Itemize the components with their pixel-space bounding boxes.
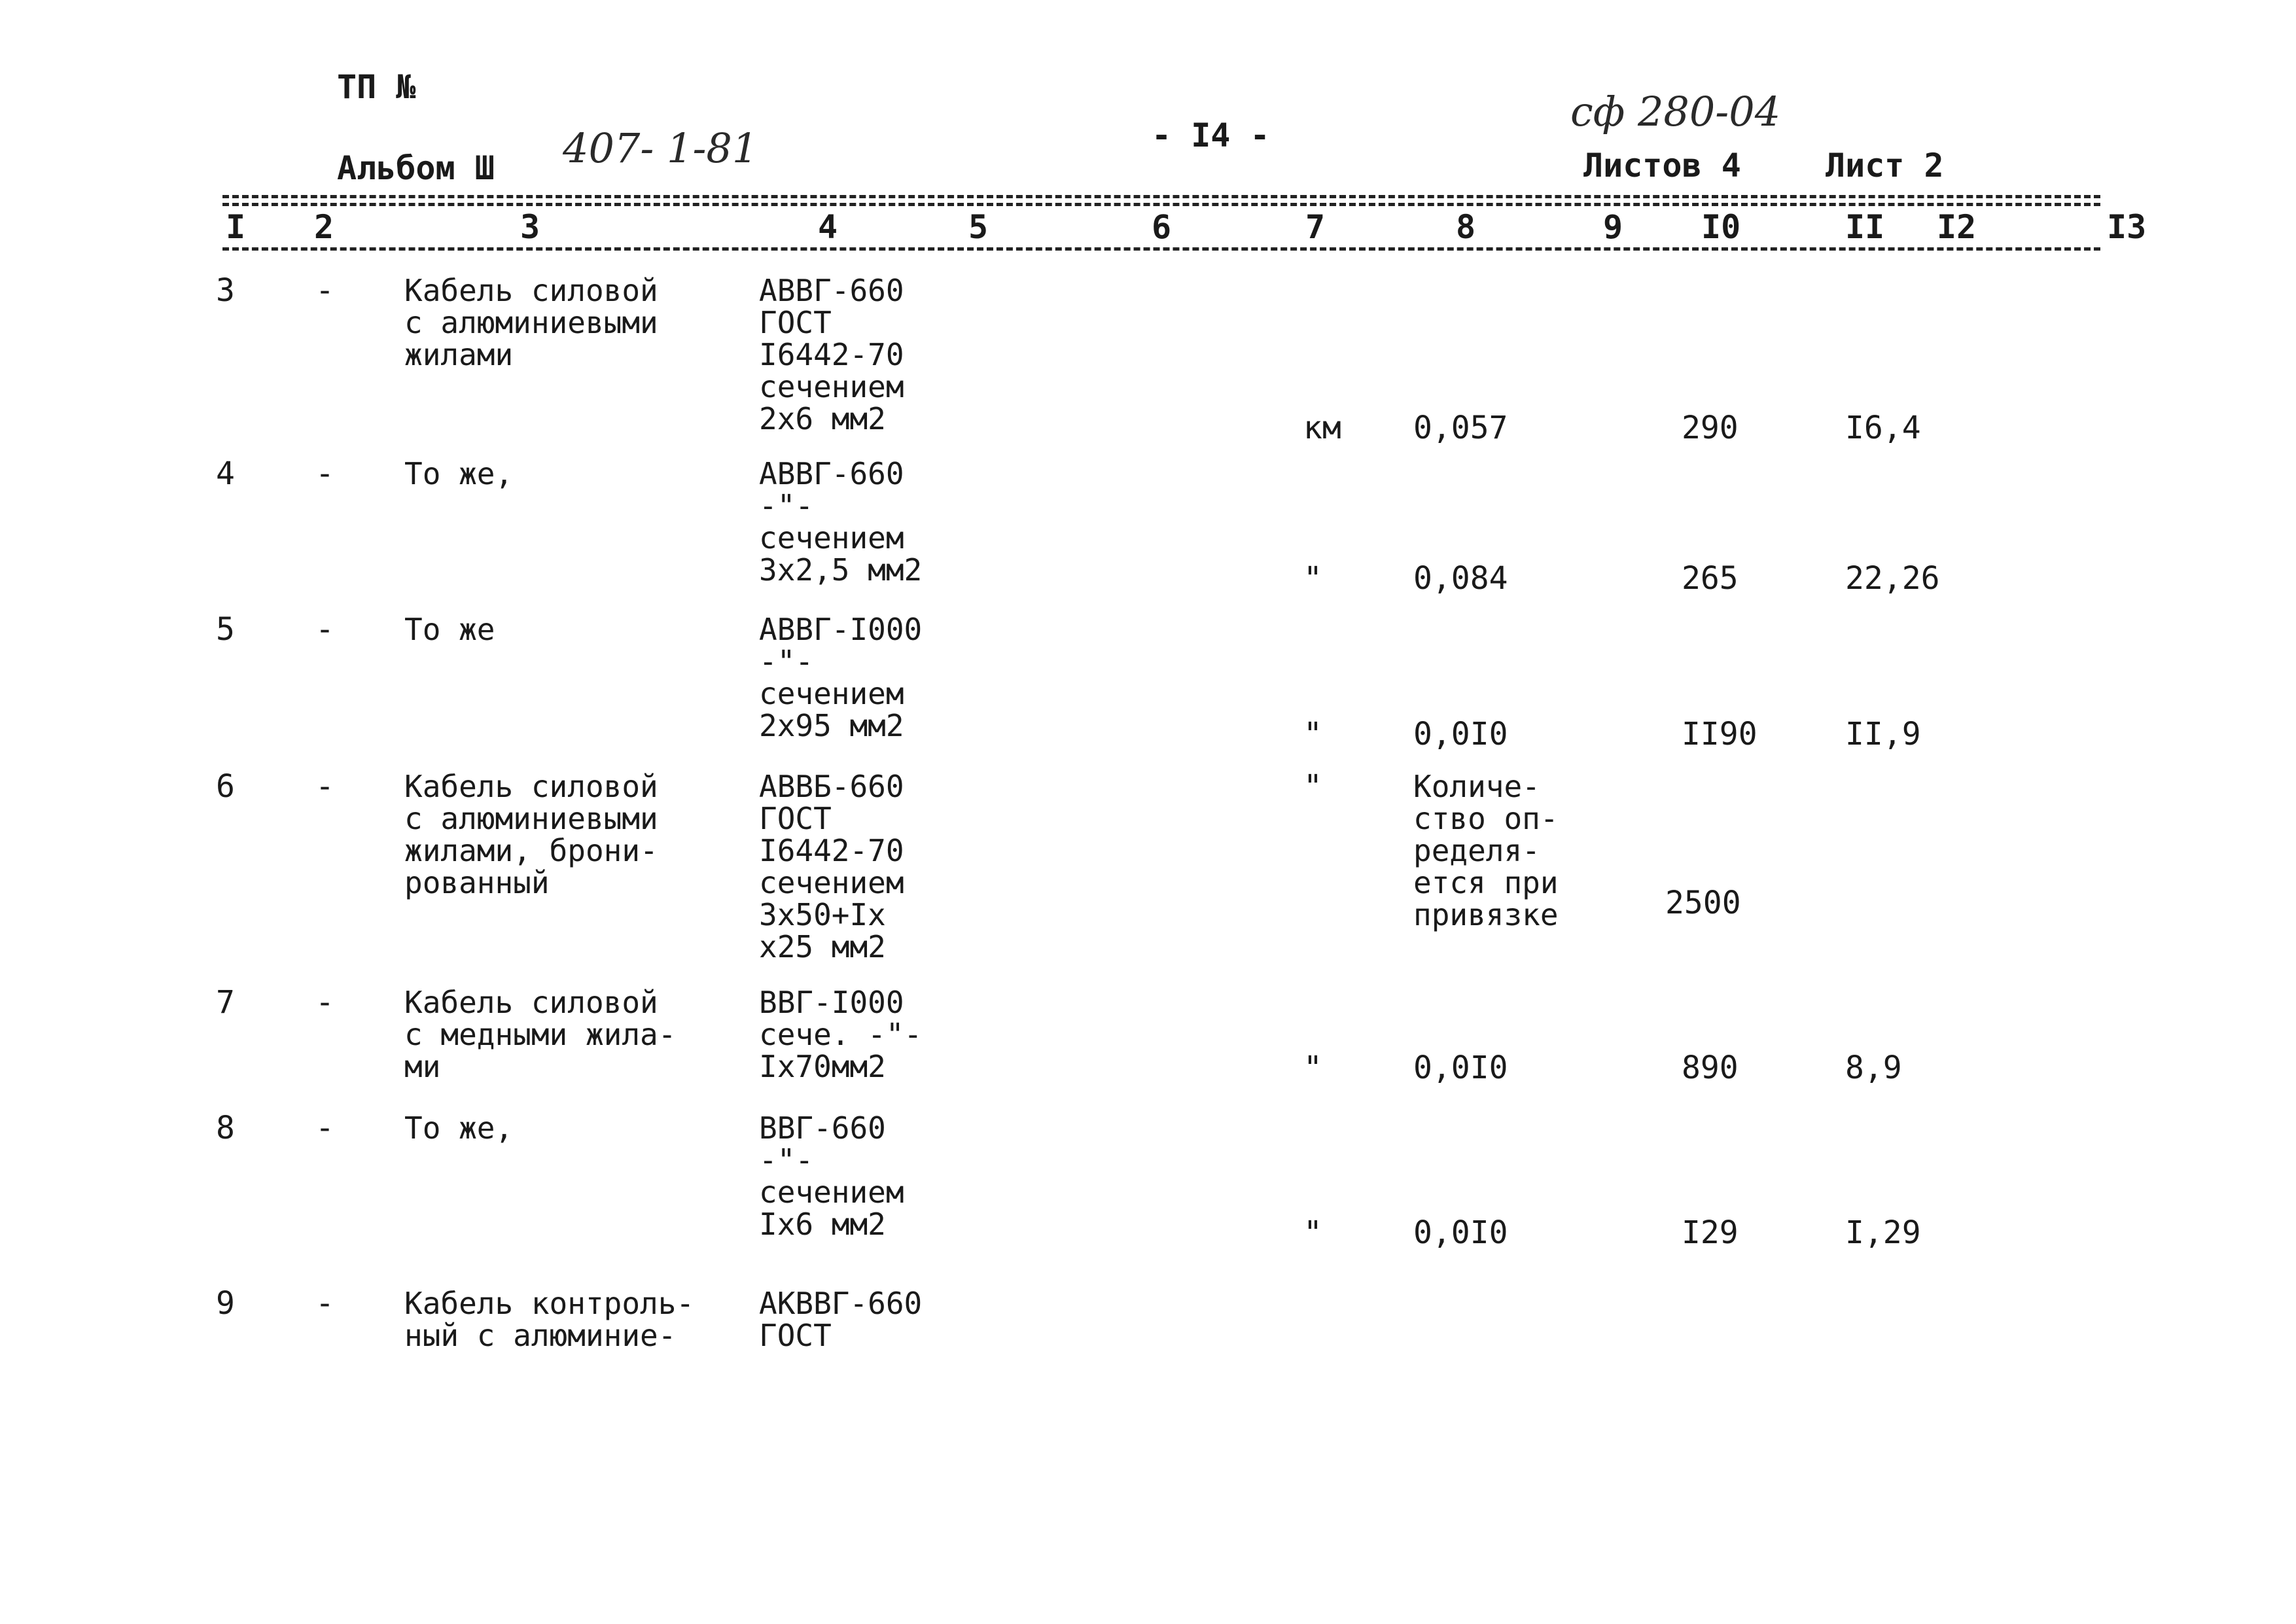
item-name-line: с алюминиевыми (404, 305, 658, 340)
header-rule-bottom (222, 247, 2100, 251)
quantity: 0,0I0 (1413, 1050, 1508, 1086)
quantity-line: привязке (1413, 897, 1559, 932)
quantity: 0,0I0 (1413, 1214, 1508, 1251)
item-spec-line: сечением (759, 676, 904, 711)
column-header-12: I2 (1937, 208, 1977, 246)
row-number: 9 (216, 1285, 235, 1322)
quantity-line: ределя- (1413, 833, 1540, 868)
column-header-5: 5 (968, 208, 989, 246)
item-spec-line: АВВБ-660 (759, 769, 904, 804)
unit-price: 290 (1682, 410, 1739, 446)
unit: км (1303, 410, 1341, 446)
item-name-line: Кабель силовой (404, 769, 658, 804)
row-number: 6 (216, 768, 235, 805)
total-sum: 8,9 (1845, 1050, 1902, 1086)
row-dash: - (315, 1110, 334, 1146)
total-sum: I,29 (1845, 1214, 1921, 1251)
item-spec-line: сечением (759, 1174, 904, 1210)
item-spec-line: Iх6 мм2 (759, 1207, 886, 1242)
unit: " (1303, 1214, 1322, 1251)
item-spec-line: ГОСТ (759, 305, 832, 340)
item-name-line: с алюминиевыми (404, 801, 658, 836)
row-number: 5 (216, 611, 235, 648)
item-name-line: Кабель контроль- (404, 1286, 695, 1321)
column-header-2: 2 (314, 208, 334, 246)
item-spec-line: сечением (759, 520, 904, 556)
item-spec-line: х25 мм2 (759, 929, 886, 964)
row-number: 4 (216, 455, 235, 492)
item-name-line: То же (404, 612, 495, 647)
unit: " (1303, 768, 1322, 805)
header-rule-top (222, 195, 2100, 198)
item-name-line: Кабель силовой (404, 985, 658, 1020)
column-header-9: 9 (1603, 208, 1623, 246)
item-spec-line: 3х2,5 мм2 (759, 552, 923, 588)
column-header-3: 3 (520, 208, 540, 246)
row-dash: - (315, 1285, 334, 1322)
item-spec-line: сечением (759, 865, 904, 900)
item-name-line: То же, (404, 1110, 514, 1146)
item-name-line: ми (404, 1049, 441, 1084)
sheets-total: Листов 4 (1583, 147, 1741, 185)
quantity-line: ство оп- (1413, 801, 1559, 836)
unit: " (1303, 716, 1322, 752)
item-spec-line: -"- (759, 644, 814, 679)
item-spec-line: -"- (759, 488, 814, 523)
item-spec-line: 3х50+Iх (759, 897, 886, 932)
item-spec-line: АКВВГ-660 (759, 1286, 923, 1321)
header-rule-top-2 (222, 203, 2100, 206)
item-spec-line: Iх70мм2 (759, 1049, 886, 1084)
unit-price: 265 (1682, 560, 1739, 597)
column-header-4: 4 (818, 208, 838, 246)
column-header-10: I0 (1701, 208, 1741, 246)
handwritten-code: сф 280-04 (1570, 88, 1781, 135)
item-spec-line: I6442-70 (759, 833, 904, 868)
item-spec-line: АВВГ-I000 (759, 612, 923, 647)
unit-price: 2500 (1665, 885, 1741, 921)
item-spec-line: ГОСТ (759, 1318, 832, 1353)
row-dash: - (315, 984, 334, 1021)
quantity-line: ется при (1413, 865, 1559, 900)
item-spec-line: сечением (759, 369, 904, 404)
column-header-7: 7 (1305, 208, 1326, 246)
item-spec-line: сече. -"- (759, 1017, 923, 1052)
item-spec-line: ВВГ-660 (759, 1110, 886, 1146)
album-label: Альбом Ш (337, 149, 495, 187)
row-number: 3 (216, 272, 235, 309)
unit: " (1303, 1050, 1322, 1086)
unit-price: 890 (1682, 1050, 1739, 1086)
item-name-line: То же, (404, 456, 514, 491)
item-name-line: ный с алюминие- (404, 1318, 677, 1353)
row-number: 8 (216, 1110, 235, 1146)
tp-label: ТП № (337, 68, 416, 106)
total-sum: I6,4 (1845, 410, 1921, 446)
unit: " (1303, 560, 1322, 597)
total-sum: 22,26 (1845, 560, 1940, 597)
item-spec-line: АВВГ-660 (759, 456, 904, 491)
row-number: 7 (216, 984, 235, 1021)
quantity: 0,084 (1413, 560, 1508, 597)
quantity: 0,0I0 (1413, 716, 1508, 752)
unit-price: I29 (1682, 1214, 1739, 1251)
sheet-current: Лист 2 (1826, 147, 1944, 185)
item-spec-line: 2х95 мм2 (759, 708, 904, 743)
total-sum: II,9 (1845, 716, 1921, 752)
row-dash: - (315, 611, 334, 648)
quantity: 0,057 (1413, 410, 1508, 446)
item-spec-line: I6442-70 (759, 337, 904, 372)
item-spec-line: ВВГ-I000 (759, 985, 904, 1020)
item-spec-line: 2х6 мм2 (759, 401, 886, 436)
column-header-13: I3 (2107, 208, 2147, 246)
column-header-1: I (226, 208, 246, 246)
unit-price: II90 (1682, 716, 1757, 752)
item-name-line: с медными жила- (404, 1017, 677, 1052)
album-handwritten: 407- 1-81 (563, 124, 758, 172)
item-name-line: Кабель силовой (404, 273, 658, 308)
item-name-line: рованный (404, 865, 550, 900)
column-header-11: II (1845, 208, 1885, 246)
quantity-line: Количе- (1413, 769, 1540, 804)
item-spec-line: ГОСТ (759, 801, 832, 836)
item-name-line: жилами, брони- (404, 833, 658, 868)
row-dash: - (315, 768, 334, 805)
column-header-8: 8 (1456, 208, 1476, 246)
item-spec-line: -"- (759, 1142, 814, 1178)
row-dash: - (315, 272, 334, 309)
row-dash: - (315, 455, 334, 492)
column-header-6: 6 (1152, 208, 1172, 246)
item-spec-line: АВВГ-660 (759, 273, 904, 308)
item-name-line: жилами (404, 337, 514, 372)
page-number: - I4 - (1152, 116, 1270, 154)
